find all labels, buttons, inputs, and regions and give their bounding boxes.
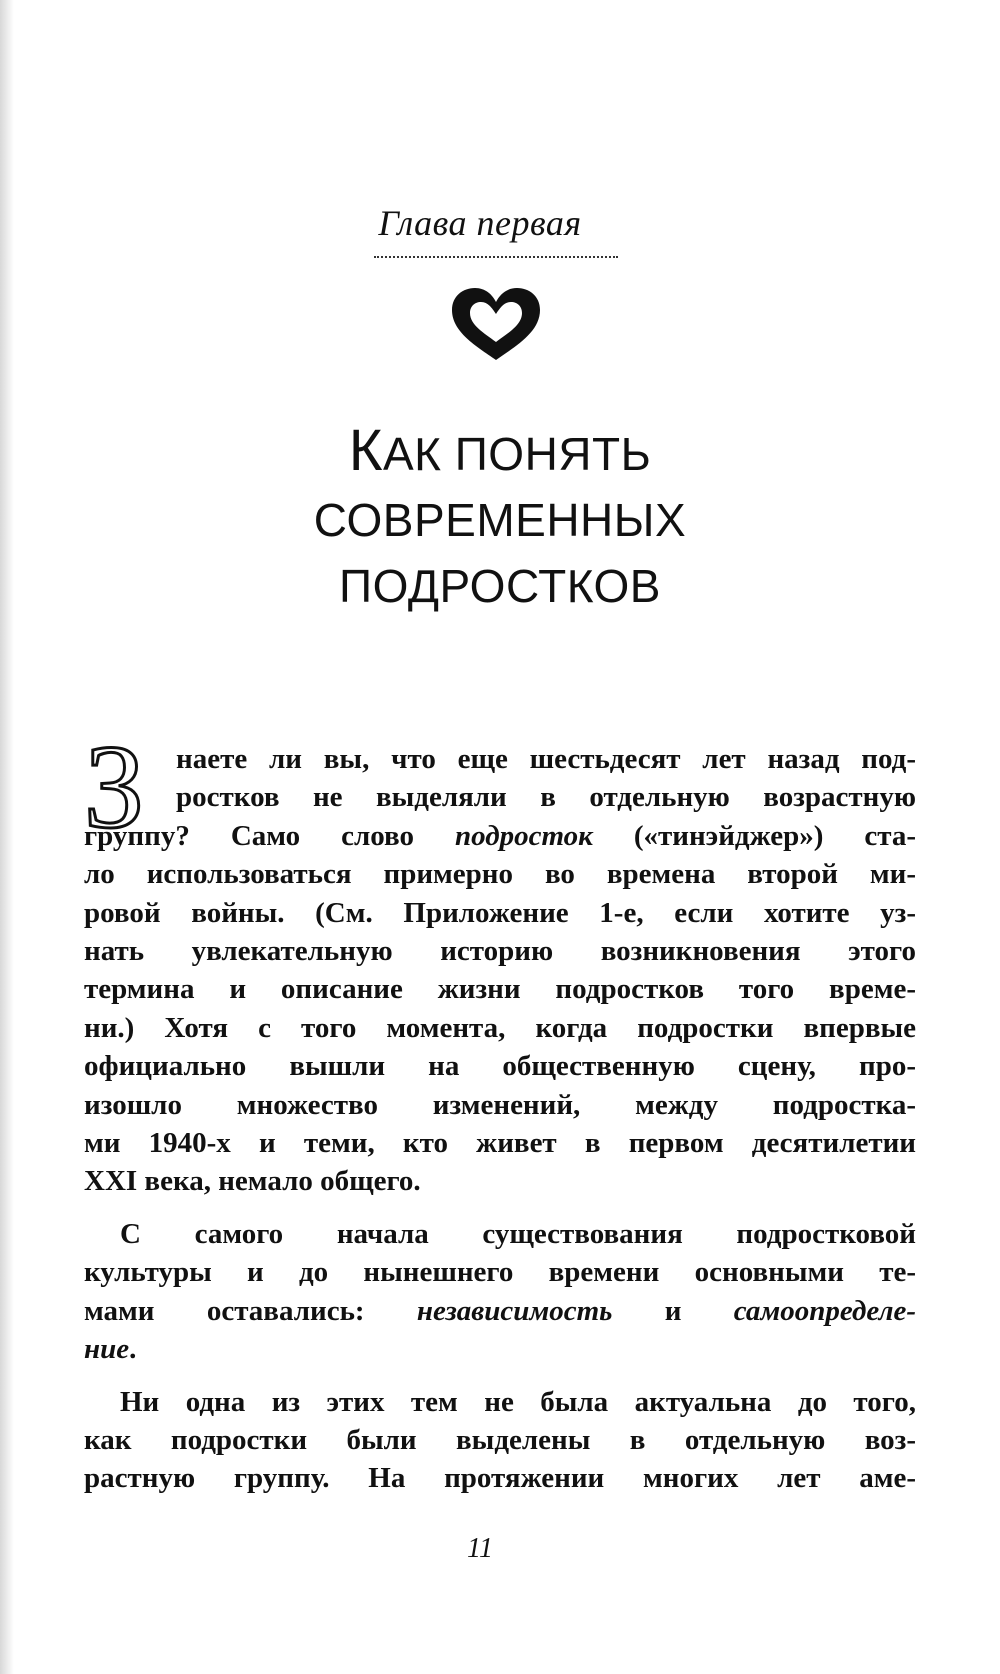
text-span: мами оставались: [84,1294,417,1327]
paragraph-gap [84,1201,916,1215]
text-line: наете ли вы, что еще шестьдесят лет назад под- [176,743,916,775]
chapter-title-line-2: СОВРЕМЕННЫХ [313,494,687,546]
text-line: как подростки были выделены в отдельную воз- [84,1423,916,1456]
text-line: ни.) Хотя с того момента, когда подростки впервые [84,1011,916,1044]
text-span: группу? Само слово [84,819,455,852]
page-gutter-shadow [0,0,14,1674]
emphasis-term: самоопределе- [733,1294,916,1327]
text-line: ми 1940-х и теми, кто живет в первом десятилетии [84,1127,916,1160]
emphasis-term: подросток [454,819,593,852]
chapter-title-capital: К [348,418,383,483]
text-line: нать увлекательную историю возникновения этого [84,935,916,968]
text-line [84,1292,916,1330]
text-line: Ни одна из этих тем не была актуальна до того, [120,1385,916,1418]
text-line: ло использоваться примерно во времена второй ми- [84,858,916,891]
emphasis-term: ние [84,1333,130,1366]
text-line: ровой войны. (См. Приложение 1-е, если хотите уз- [84,896,916,929]
chapter-title-line-3: ПОДРОСТКОВ [339,560,661,612]
text-line: изошло множество изменений, между подростка- [84,1088,916,1121]
chapter-title [200,418,800,619]
text-line: ростков не выделяли в отдельную возрастную [176,781,916,814]
chapter-label: Глава первая [378,203,582,243]
paragraph-1 [84,740,916,1201]
text-line: культуры и до нынешнего времени основными те- [84,1256,916,1289]
paragraph-3 [84,1383,916,1498]
chapter-title-line-1-rest: АК ПОНЯТЬ [382,428,652,480]
drop-cap-letter: З [84,720,145,853]
text-span: . [129,1333,137,1366]
heart-icon [446,286,546,364]
text-line: официально вышли на общественную сцену, про- [84,1050,916,1083]
text-line [84,1330,916,1368]
text-line [84,817,916,855]
page-number: 11 [467,1533,493,1564]
text-line: термина и описание жизни подростков того време- [84,973,916,1006]
text-line: растную группу. На протяжении многих лет аме- [84,1462,916,1495]
paragraph-gap [84,1369,916,1383]
text-line: С самого начала существования подростковой [120,1217,916,1250]
chapter-dotted-rule [374,256,618,258]
emphasis-term: независимость [416,1294,613,1327]
text-span: и [612,1294,734,1327]
body-text [84,740,916,1498]
text-line: XXI века, немало общего. [84,1165,421,1198]
chapter-title-line-1 [200,418,800,487]
text-span: («тинэйджер») ста- [592,819,916,852]
paragraph-2 [84,1215,916,1369]
